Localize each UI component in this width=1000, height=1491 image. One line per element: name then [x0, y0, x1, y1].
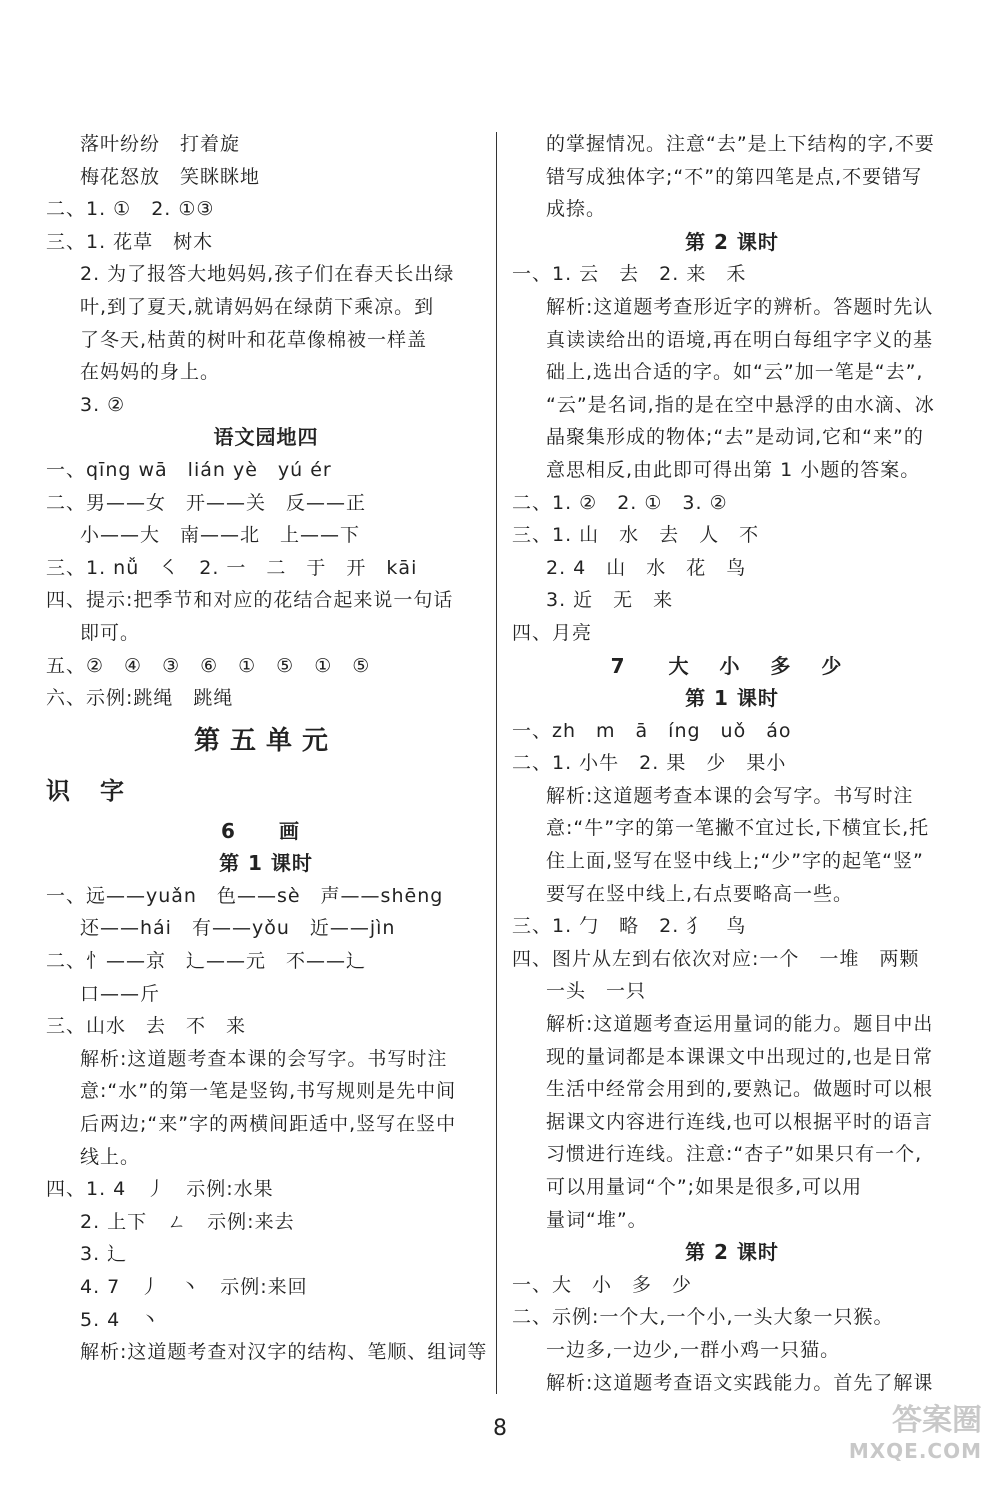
text-line: 四、月亮 [512, 621, 593, 644]
text-line: 梅花怒放 笑眯眯地 [80, 165, 261, 188]
text-line: 三、1. 勹 略 2. 犭 鸟 [512, 915, 747, 938]
text-line: 意:“水”的第一笔是竖钩,书写规则是先中间 [80, 1080, 457, 1103]
section-heading: 第 1 课时 [685, 686, 779, 711]
section-heading: 第 1 课时 [219, 851, 313, 876]
watermark-text: 答案圈 [892, 1403, 982, 1438]
text-line: 量词“堆”。 [546, 1208, 648, 1231]
text-line: 四、提示:把季节和对应的花结合起来说一句话 [46, 589, 454, 612]
text-line: 可以用量词“个”;如果是很多,可以用 [546, 1176, 863, 1198]
text-line: 口——斤 [80, 982, 161, 1005]
text-line: 解析:这道题考查语文实践能力。首先了解课 [546, 1371, 934, 1394]
text-line: 二、忄——京 辶——元 不——辶 [46, 950, 367, 973]
text-line: 线上。 [80, 1145, 141, 1168]
section-heading: 第 2 课时 [685, 1240, 779, 1265]
watermark-logo [802, 1395, 982, 1463]
section-heading: 第五单元 [193, 725, 338, 756]
text-line: 3. 近 无 来 [546, 589, 674, 612]
text-line: 六、示例:跳绳 跳绳 [46, 687, 234, 710]
text-line: 二、1. ① 2. ①③ [46, 198, 215, 221]
text-line: 要写在竖中线上,右点要略高一些。 [546, 882, 854, 905]
text-line: 一、qīng wā lián yè yú ér [46, 458, 332, 481]
text-line: “云”是名词,指的是在空中悬浮的由水滴、冰 [546, 393, 935, 416]
text-line: 一、zh m ā íng uǒ áo [512, 719, 792, 742]
text-line: 三、1. 山 水 去 人 不 [512, 524, 760, 547]
left-column [46, 128, 486, 1369]
text-line: 2. 为了报答大地妈妈,孩子们在春天长出绿 [80, 263, 455, 286]
text-line: 现的量词都是本课课文中出现过的,也是日常 [546, 1045, 934, 1068]
text-line: 础上,选出合适的字。如“云”加一笔是“去”, [546, 361, 924, 384]
text-line: 还——hái 有——yǒu 近——jìn [80, 917, 396, 940]
text-line: 晶聚集形成的物体;“去”是动词,它和“来”的 [546, 426, 924, 449]
column-divider [496, 132, 497, 1394]
text-line: 一头 一只 [546, 980, 647, 1003]
text-line: 3. 辶 [80, 1243, 128, 1266]
text-line: 一、1. 云 去 2. 来 禾 [512, 263, 747, 286]
right-column [512, 128, 952, 1399]
section-heading: 语文园地四 [213, 425, 319, 450]
text-line: 叶,到了夏天,就请妈妈在绿荫下乘凉。到 [80, 295, 435, 318]
text-line: 2. 上下 ㄥ 示例:来去 [80, 1210, 295, 1233]
text-line: 二、1. ② 2. ① 3. ② [512, 491, 728, 514]
text-line: 二、示例:一个大,一个小,一头大象一只猴。 [512, 1306, 894, 1329]
section-heading: 7 大 小 多 少 [610, 653, 854, 678]
text-line: 生活中经常会用到的,要熟记。做题时可以根 [546, 1078, 934, 1101]
text-line: 意:“牛”字的第一笔撇不宜过长,下横宜长,托 [546, 817, 930, 840]
page-number: 8 [493, 1416, 507, 1441]
text-line: 3. ② [80, 393, 126, 416]
text-line: 了冬天,枯黄的树叶和花草像棉被一样盖 [80, 328, 428, 351]
text-line: 住上面,竖写在竖中线上;“少”字的起笔“竖” [546, 850, 924, 873]
text-line: 四、图片从左到右依次对应:一个 一堆 两颗 [512, 947, 920, 970]
text-line: 即可。 [80, 621, 141, 644]
text-line: 解析:这道题考查本课的会写字。书写时注 [80, 1047, 448, 1070]
text-line: 五、② ④ ③ ⑥ ① ⑤ ① ⑤ [46, 654, 371, 677]
text-line: 二、男——女 开——关 反——正 [46, 491, 367, 514]
text-line: 落叶纷纷 打着旋 [80, 133, 241, 155]
text-line: 解析:这道题考查对汉字的结构、笔顺、组词等 [80, 1341, 488, 1364]
text-line: 习惯进行连线。注意:“杏子”如果只有一个, [546, 1143, 923, 1166]
text-line: 4. 7 丿 丶 示例:来回 [80, 1276, 308, 1298]
section-heading: 第 2 课时 [685, 229, 779, 254]
text-line: 2. 4 山 水 花 鸟 [546, 556, 747, 579]
text-line: 三、1. 花草 树木 [46, 230, 214, 253]
text-line: 解析:这道题考查本课的会写字。书写时注 [546, 784, 914, 807]
text-line: 二、1. 小牛 2. 果 少 果小 [512, 752, 787, 775]
text-line: 的掌握情况。注意“去”是上下结构的字,不要 [546, 133, 935, 155]
text-line: 一、远——yuǎn 色——sè 声——shēng [46, 884, 444, 907]
text-line: 解析:这道题考查运用量词的能力。题目中出 [546, 1013, 934, 1036]
text-line: 5. 4 丶 [80, 1308, 161, 1331]
text-line: 错写成独体字;“不”的第四笔是点,不要错写 [546, 165, 923, 188]
text-line: 四、1. 4 丿 示例:水果 [46, 1178, 274, 1201]
section-heading: 识字 [46, 776, 154, 805]
text-line: 三、山水 去 不 来 [46, 1015, 247, 1038]
text-line: 意思相反,由此即可得出第 1 小题的答案。 [546, 458, 921, 481]
watermark-url: MXQE.COM [848, 1439, 982, 1463]
text-line: 成捺。 [546, 198, 607, 221]
text-line: 在妈妈的身上。 [80, 361, 221, 384]
text-line: 三、1. nǚ ㇛ 2. 一 二 于 开 kāi [46, 556, 418, 579]
section-heading: 6 画 [221, 818, 311, 843]
text-line: 一边多,一边少,一群小鸡一只猫。 [546, 1338, 841, 1361]
text-line: 据课文内容进行连线,也可以根据平时的语言 [546, 1110, 934, 1133]
text-line: 后两边;“来”字的两横间距适中,竖写在竖中 [80, 1113, 457, 1136]
text-line: 解析:这道题考查形近字的辨析。答题时先认 [546, 295, 934, 318]
text-line: 真读读给出的语境,再在明白每组字字义的基 [546, 328, 934, 351]
text-line: 一、大 小 多 少 [512, 1273, 693, 1296]
text-line: 小——大 南——北 上——下 [80, 524, 361, 547]
